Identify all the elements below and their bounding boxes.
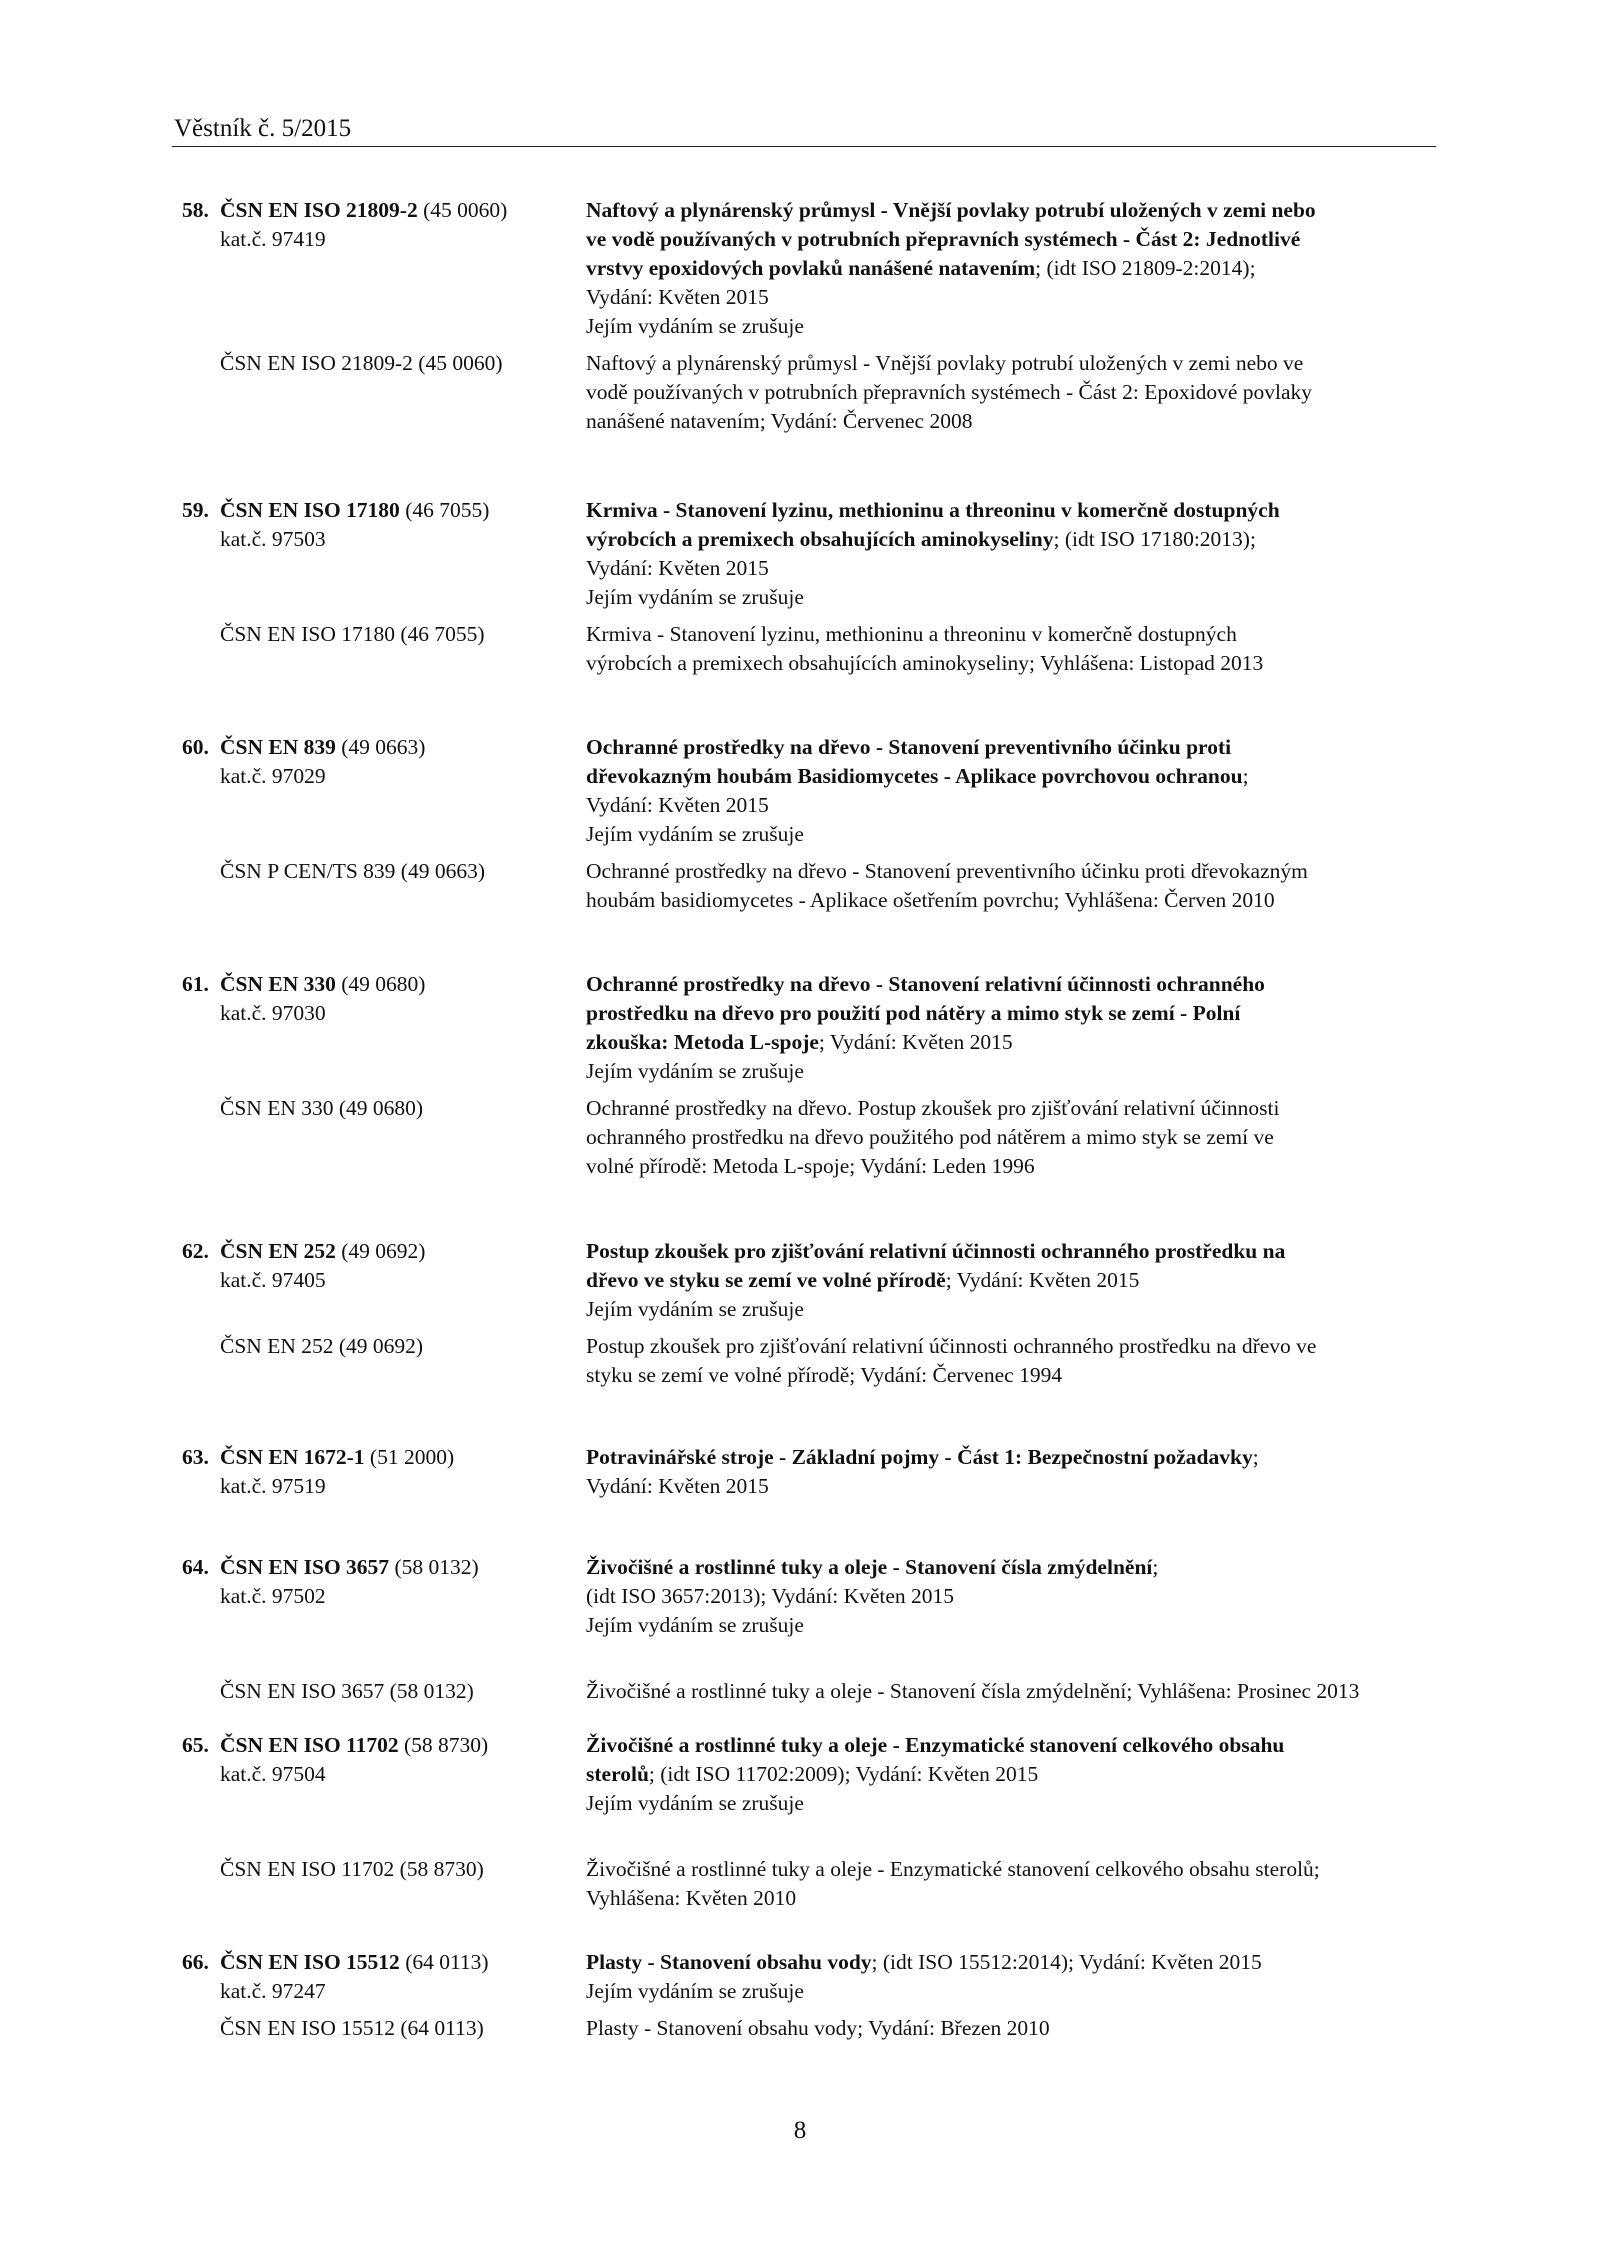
replaced-title-line: výrobcích a premixech obsahujících aminokyseliny; Vyhlášena: Listopad 2013 bbox=[586, 651, 1264, 675]
replaced-title-line: nanášené natavením; Vydání: Červenec 2008 bbox=[586, 409, 973, 433]
new-standard-code: ČSN EN 1672-1 bbox=[220, 1445, 365, 1469]
new-title-text: výrobcích a premixech obsahujících aminokyseliny bbox=[586, 527, 1054, 551]
new-title-text: prostředku na dřevo pro použití pod nátěry a mimo styk se zemí - Polní bbox=[586, 1001, 1241, 1025]
standard-details bbox=[586, 1948, 1431, 2040]
issue-date: Vydání: Květen 2015 bbox=[586, 285, 769, 309]
entry-number: 63. bbox=[182, 1445, 209, 1469]
standard-codes bbox=[182, 733, 572, 883]
catalog-number: kat.č. 97247 bbox=[220, 1979, 326, 2003]
new-title-text: Plasty - Stanovení obsahu vody bbox=[586, 1950, 872, 1974]
new-standard-class: (49 0680) bbox=[335, 972, 426, 996]
cancellation-note: Jejím vydáním se zrušuje bbox=[586, 1613, 804, 1637]
new-title-text: Naftový a plynárenský průmysl - Vnější povlaky potrubí uložených v zemi nebo bbox=[586, 198, 1316, 222]
page-number: 8 bbox=[793, 2117, 807, 2144]
new-standard-code: ČSN EN ISO 17180 bbox=[220, 498, 400, 522]
catalog-number: kat.č. 97519 bbox=[220, 1474, 326, 1498]
replaced-standard-code: ČSN P CEN/TS 839 (49 0663) bbox=[220, 859, 485, 883]
replaced-title-line: vodě používaných v potrubních přepravních systémech - Část 2: Epoxidové povlaky bbox=[586, 380, 1313, 404]
journal-title: Věstník č. 5/2015 bbox=[174, 115, 352, 142]
issue-date: Vydání: Květen 2015 bbox=[586, 556, 769, 580]
new-title-text: Postup zkoušek pro zjišťování relativní účinnosti ochranného prostředku na bbox=[586, 1239, 1286, 1263]
cancellation-note: Jejím vydáním se zrušuje bbox=[586, 585, 804, 609]
new-standard-class: (45 0060) bbox=[417, 198, 508, 222]
entry-number: 58. bbox=[182, 198, 209, 222]
standard-details bbox=[586, 1237, 1431, 1387]
new-title-text: ve vodě používaných v potrubních přepravních systémech - Část 2: Jednotlivé bbox=[586, 227, 1301, 251]
new-standard-line bbox=[182, 1237, 572, 1266]
new-title-text: Krmiva - Stanovení lyzinu, methioninu a threoninu v komerčně dostupných bbox=[586, 498, 1280, 522]
new-standard-line bbox=[182, 496, 572, 525]
new-title-text: Živočišné a rostlinné tuky a oleje - Stanovení čísla zmýdelnění bbox=[586, 1555, 1153, 1579]
replaced-title-line: Plasty - Stanovení obsahu vody; Vydání: Březen 2010 bbox=[586, 2016, 1050, 2040]
replaced-standard-code: ČSN EN ISO 3657 (58 0132) bbox=[220, 1679, 474, 1703]
replaced-title-line: volné přírodě: Metoda L-spoje; Vydání: Leden 1996 bbox=[586, 1154, 1035, 1178]
entry-number: 66. bbox=[182, 1950, 209, 1974]
new-title-text: Potravinářské stroje - Základní pojmy - Část 1: Bezpečnostní požadavky bbox=[586, 1445, 1253, 1469]
new-title-line bbox=[586, 1948, 1431, 1977]
new-standard-line bbox=[182, 1443, 572, 1472]
replaced-title-line: styku se zemí ve volné přírodě; Vydání: Červenec 1994 bbox=[586, 1363, 1063, 1387]
new-title-text: dřevokazným houbám Basidiomycetes - Aplikace povrchovou ochranou bbox=[586, 764, 1243, 788]
new-title-line bbox=[586, 1760, 1431, 1789]
new-standard-code: ČSN EN 839 bbox=[220, 735, 336, 759]
standard-codes bbox=[182, 1731, 572, 1881]
catalog-number: kat.č. 97030 bbox=[220, 1001, 326, 1025]
new-title-line bbox=[586, 970, 1431, 999]
catalog-number: kat.č. 97029 bbox=[220, 764, 326, 788]
new-standard-line bbox=[182, 733, 572, 762]
cancellation-note: Jejím vydáním se zrušuje bbox=[586, 1297, 804, 1321]
new-title-line bbox=[586, 196, 1431, 225]
new-title-line bbox=[586, 1266, 1431, 1295]
standard-details bbox=[586, 1553, 1431, 1703]
new-standard-line bbox=[182, 1731, 572, 1760]
new-title-text: zkouška: Metoda L-spoje bbox=[586, 1030, 819, 1054]
new-standard-code: ČSN EN ISO 21809-2 bbox=[220, 198, 418, 222]
new-standard-class: (58 8730) bbox=[398, 1733, 489, 1757]
new-title-text: Ochranné prostředky na dřevo - Stanovení relativní účinnosti ochranného bbox=[586, 972, 1265, 996]
new-title-line bbox=[586, 225, 1431, 254]
cancellation-note: Jejím vydáním se zrušuje bbox=[586, 1059, 804, 1083]
issue-date: Vydání: Květen 2015 bbox=[586, 793, 769, 817]
entry-number: 64. bbox=[182, 1555, 209, 1579]
replaced-standard-code: ČSN EN ISO 11702 (58 8730) bbox=[220, 1857, 484, 1881]
page-header bbox=[172, 110, 1436, 147]
replaced-standard-title bbox=[586, 1855, 1320, 1913]
replaced-title-line: Ochranné prostředky na dřevo - Stanovení preventivního účinku proti dřevokazným bbox=[586, 859, 1308, 883]
new-standard-class: (49 0692) bbox=[335, 1239, 426, 1263]
entry-number: 62. bbox=[182, 1239, 209, 1263]
new-standard-code: ČSN EN ISO 3657 bbox=[220, 1555, 390, 1579]
catalog-number: kat.č. 97504 bbox=[220, 1762, 326, 1786]
cancellation-note: Jejím vydáním se zrušuje bbox=[586, 314, 804, 338]
replaced-standard-code: ČSN EN ISO 21809-2 (45 0060) bbox=[220, 351, 503, 375]
new-title-line bbox=[586, 254, 1431, 283]
standard-details bbox=[586, 496, 1431, 675]
new-standard-class: (58 0132) bbox=[389, 1555, 479, 1579]
new-title-tail: ; bbox=[1252, 1445, 1259, 1469]
new-title-tail: ; (idt ISO 17180:2013); bbox=[1053, 527, 1256, 551]
new-standard-code: ČSN EN ISO 11702 bbox=[220, 1733, 399, 1757]
new-standard-line bbox=[182, 1948, 572, 1977]
new-standard-line bbox=[182, 196, 572, 225]
cancellation-note: Jejím vydáním se zrušuje bbox=[586, 822, 804, 846]
new-title-text: Ochranné prostředky na dřevo - Stanovení preventivního účinku proti bbox=[586, 735, 1232, 759]
standard-details bbox=[586, 970, 1431, 1178]
replaced-standard-code: ČSN EN 252 (49 0692) bbox=[220, 1334, 424, 1358]
replaced-standard-code: ČSN EN 330 (49 0680) bbox=[220, 1096, 424, 1120]
replaced-standard-title bbox=[586, 1094, 1279, 1181]
replaced-standard-title bbox=[586, 620, 1263, 678]
standard-codes bbox=[182, 1553, 572, 1703]
replaced-standard-title bbox=[586, 349, 1312, 436]
replaced-title-line: ochranného prostředku na dřevo použitého pod nátěrem a mimo styk se zemí ve bbox=[586, 1125, 1274, 1149]
new-title-tail: ; (idt ISO 15512:2014); Vydání: Květen 2015 bbox=[871, 1950, 1262, 1974]
new-title-text: Živočišné a rostlinné tuky a oleje - Enzymatické stanovení celkového obsahu bbox=[586, 1733, 1285, 1757]
standard-details bbox=[586, 1443, 1431, 1501]
replaced-standard-title bbox=[586, 1332, 1316, 1390]
standard-codes bbox=[182, 1237, 572, 1358]
new-title-tail: ; bbox=[1242, 764, 1249, 788]
standard-codes bbox=[182, 196, 572, 375]
replaced-standard-title bbox=[586, 1677, 1359, 1706]
standard-codes bbox=[182, 1948, 572, 2040]
new-standard-class: (51 2000) bbox=[364, 1445, 455, 1469]
standard-codes bbox=[182, 496, 572, 646]
catalog-number: kat.č. 97502 bbox=[220, 1584, 326, 1608]
new-title-tail: ; bbox=[1152, 1555, 1159, 1579]
replaced-title-line: Postup zkoušek pro zjišťování relativní účinnosti ochranného prostředku na dřevo ve bbox=[586, 1334, 1317, 1358]
new-standard-code: ČSN EN ISO 15512 bbox=[220, 1950, 400, 1974]
replaced-title-line: Živočišné a rostlinné tuky a oleje - Stanovení čísla zmýdelnění; Vyhlášena: Prosinec 2013 bbox=[586, 1679, 1360, 1703]
new-title-line bbox=[586, 999, 1431, 1028]
new-title-text: sterolů bbox=[586, 1762, 649, 1786]
replaced-standard-code: ČSN EN ISO 17180 (46 7055) bbox=[220, 622, 485, 646]
new-title-line bbox=[586, 496, 1431, 525]
catalog-number: kat.č. 97503 bbox=[220, 527, 326, 551]
new-standard-class: (64 0113) bbox=[399, 1950, 489, 1974]
new-title-line bbox=[586, 1028, 1431, 1057]
replaced-title-line: Ochranné prostředky na dřevo. Postup zkoušek pro zjišťování relativní účinnosti bbox=[586, 1096, 1280, 1120]
new-title-line bbox=[586, 1553, 1431, 1582]
new-title-text: dřevo ve styku se zemí ve volné přírodě bbox=[586, 1268, 946, 1292]
replaced-standard-title bbox=[586, 2014, 1050, 2043]
replaced-standard-title bbox=[586, 857, 1308, 915]
new-title-line bbox=[586, 1237, 1431, 1266]
issue-date: (idt ISO 3657:2013); Vydání: Květen 2015 bbox=[586, 1584, 955, 1608]
cancellation-note: Jejím vydáním se zrušuje bbox=[586, 1791, 804, 1815]
standard-codes bbox=[182, 970, 572, 1120]
standard-details bbox=[586, 1731, 1431, 1910]
new-standard-line bbox=[182, 970, 572, 999]
entry-number: 61. bbox=[182, 972, 209, 996]
cancellation-note: Jejím vydáním se zrušuje bbox=[586, 1979, 804, 2003]
new-title-tail: ; (idt ISO 21809-2:2014); bbox=[1035, 256, 1256, 280]
replaced-standard-code: ČSN EN ISO 15512 (64 0113) bbox=[220, 2016, 484, 2040]
standard-details bbox=[586, 196, 1431, 433]
new-title-text: vrstvy epoxidových povlaků nanášené natavením bbox=[586, 256, 1036, 280]
entry-number: 60. bbox=[182, 735, 209, 759]
new-standard-line bbox=[182, 1553, 572, 1582]
standard-codes bbox=[182, 1443, 572, 1501]
replaced-title-line: houbám basidiomycetes - Aplikace ošetřením povrchu; Vyhlášena: Červen 2010 bbox=[586, 888, 1275, 912]
catalog-number: kat.č. 97405 bbox=[220, 1268, 326, 1292]
new-standard-class: (46 7055) bbox=[399, 498, 490, 522]
replaced-title-line: Vyhlášena: Květen 2010 bbox=[586, 1886, 797, 1910]
new-title-line bbox=[586, 1443, 1431, 1472]
new-title-line bbox=[586, 762, 1431, 791]
catalog-number: kat.č. 97419 bbox=[220, 227, 326, 251]
new-title-line bbox=[586, 1731, 1431, 1760]
new-standard-code: ČSN EN 252 bbox=[220, 1239, 336, 1263]
new-title-line bbox=[586, 733, 1431, 762]
new-standard-code: ČSN EN 330 bbox=[220, 972, 336, 996]
new-title-tail: ; Vydání: Květen 2015 bbox=[818, 1030, 1013, 1054]
new-title-tail: ; (idt ISO 11702:2009); Vydání: Květen 2015 bbox=[648, 1762, 1039, 1786]
entry-number: 59. bbox=[182, 498, 209, 522]
replaced-title-line: Živočišné a rostlinné tuky a oleje - Enzymatické stanovení celkového obsahu sterolů; bbox=[586, 1857, 1320, 1881]
new-standard-class: (49 0663) bbox=[335, 735, 426, 759]
standard-details bbox=[586, 733, 1431, 912]
new-title-tail: ; Vydání: Květen 2015 bbox=[945, 1268, 1140, 1292]
replaced-title-line: Naftový a plynárenský průmysl - Vnější povlaky potrubí uložených v zemi nebo ve bbox=[586, 351, 1304, 375]
replaced-title-line: Krmiva - Stanovení lyzinu, methioninu a threoninu v komerčně dostupných bbox=[586, 622, 1237, 646]
issue-date: Vydání: Květen 2015 bbox=[586, 1474, 769, 1498]
new-title-line bbox=[586, 525, 1431, 554]
entry-number: 65. bbox=[182, 1733, 209, 1757]
